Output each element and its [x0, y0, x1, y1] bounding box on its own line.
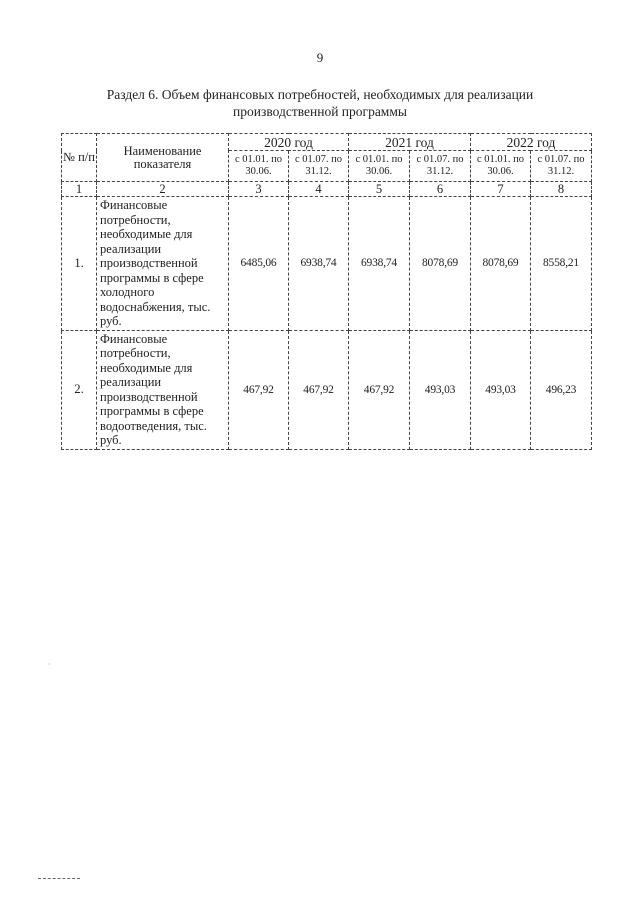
scan-speck: · [48, 660, 51, 669]
table-row [62, 197, 592, 331]
row-number: 1. [62, 197, 97, 331]
row-value: 496,23 [531, 330, 592, 449]
header-period: с 01.07. по 31.12. [531, 151, 592, 182]
section-heading-line-1: Раздел 6. Объем финансовых потребностей, необходимых для реализации [106, 87, 534, 102]
footer-rule [38, 878, 80, 879]
row-value: 6485,06 [229, 197, 289, 331]
header-period: с 01.01. по 30.06. [471, 151, 531, 182]
row-value: 467,92 [229, 330, 289, 449]
header-year-2021: 2021 год [349, 134, 471, 151]
header-year-2020: 2020 год [229, 134, 349, 151]
header-period: с 01.01. по 30.06. [349, 151, 410, 182]
column-number: 5 [349, 182, 410, 197]
section-heading [80, 86, 560, 120]
row-value: 493,03 [410, 330, 471, 449]
table-row [62, 330, 592, 449]
row-value: 467,92 [289, 330, 349, 449]
row-value: 6938,74 [349, 197, 410, 331]
header-period: с 01.07. по 31.12. [289, 151, 349, 182]
header-period: с 01.07. по 31.12. [410, 151, 471, 182]
row-value: 8078,69 [410, 197, 471, 331]
row-indicator-name: Финансовые потребности, необходимые для реализации производственной программы в сфере холодного водоснабжения, тыс. руб. [97, 197, 229, 331]
column-number: 4 [289, 182, 349, 197]
column-number: 1 [62, 182, 97, 197]
header-year-2022: 2022 год [471, 134, 592, 151]
row-value: 6938,74 [289, 197, 349, 331]
column-number: 2 [97, 182, 229, 197]
section-heading-line-2: производственной программы [233, 104, 407, 119]
column-number: 8 [531, 182, 592, 197]
column-number: 3 [229, 182, 289, 197]
column-number: 6 [410, 182, 471, 197]
row-value: 8558,21 [531, 197, 592, 331]
page-number: 9 [316, 50, 324, 65]
row-number: 2. [62, 330, 97, 449]
row-value: 467,92 [349, 330, 410, 449]
header-col-num: № п/п [62, 134, 97, 182]
row-value: 8078,69 [471, 197, 531, 331]
row-indicator-name: Финансовые потребности, необходимые для реализации производственной программы в сфере водоотведения, тыс. руб. [97, 330, 229, 449]
column-number: 7 [471, 182, 531, 197]
financial-needs-table [61, 133, 592, 450]
header-col-name: Наименование показателя [97, 134, 229, 182]
header-period: с 01.01. по 30.06. [229, 151, 289, 182]
row-value: 493,03 [471, 330, 531, 449]
